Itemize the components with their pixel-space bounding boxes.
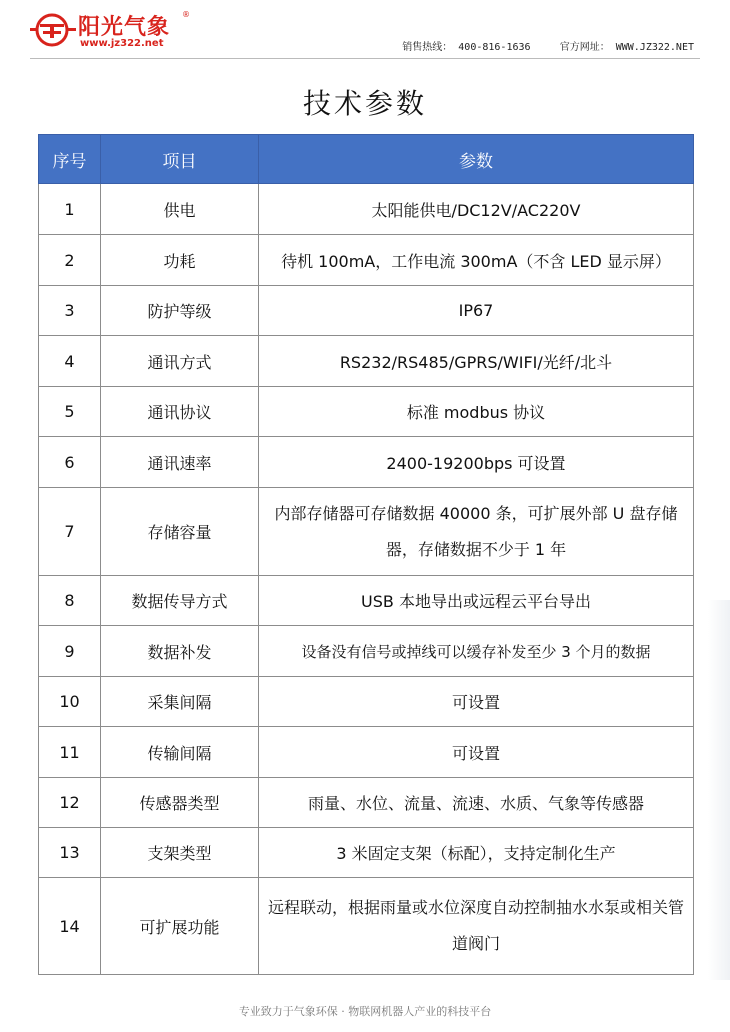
table-row	[39, 727, 694, 778]
hotline-label: 销售热线：	[402, 42, 453, 53]
header-divider	[30, 58, 700, 59]
row-param: 2400-19200bps 可设置	[259, 437, 694, 488]
row-item: 存储容量	[101, 488, 259, 576]
row-item: 可扩展功能	[101, 878, 259, 975]
row-param: 可设置	[259, 677, 694, 727]
row-param: RS232/RS485/GPRS/WIFI/光纤/北斗	[259, 336, 694, 387]
row-item: 功耗	[101, 235, 259, 286]
row-item: 传感器类型	[101, 778, 259, 828]
row-item: 防护等级	[101, 286, 259, 336]
table-header-row	[39, 135, 694, 184]
brand-name: 阳光气象	[78, 15, 171, 40]
row-number: 12	[39, 778, 101, 828]
website-url[interactable]: WWW.JZ322.NET	[615, 42, 694, 53]
row-number: 5	[39, 387, 101, 437]
spec-table	[38, 134, 694, 975]
row-item: 支架类型	[101, 828, 259, 878]
table-row	[39, 184, 694, 235]
website-label: 官方网址：	[559, 42, 610, 53]
row-number: 8	[39, 576, 101, 626]
table-row	[39, 437, 694, 488]
row-item: 采集间隔	[101, 677, 259, 727]
row-number: 4	[39, 336, 101, 387]
row-item: 通讯方式	[101, 336, 259, 387]
table-row	[39, 677, 694, 727]
table-row	[39, 778, 694, 828]
row-number: 6	[39, 437, 101, 488]
brand-url: www.jz322.net	[80, 38, 164, 49]
row-number: 3	[39, 286, 101, 336]
row-number: 13	[39, 828, 101, 878]
row-param: 标准 modbus 协议	[259, 387, 694, 437]
sun-logo-icon	[30, 10, 76, 50]
row-number: 1	[39, 184, 101, 235]
brand-logo	[30, 8, 230, 54]
table-row	[39, 235, 694, 286]
table-row	[39, 626, 694, 677]
col-header-no: 序号	[39, 135, 101, 184]
row-item: 通讯协议	[101, 387, 259, 437]
row-param: 设备没有信号或掉线可以缓存补发至少 3 个月的数据	[259, 626, 694, 677]
row-item: 通讯速率	[101, 437, 259, 488]
table-row	[39, 387, 694, 437]
row-number: 2	[39, 235, 101, 286]
row-param: 内部存储器可存储数据 40000 条，可扩展外部 U 盘存储器，存储数据不少于 1 年	[259, 488, 694, 576]
row-param: IP67	[259, 286, 694, 336]
row-number: 9	[39, 626, 101, 677]
row-param: 太阳能供电/DC12V/AC220V	[259, 184, 694, 235]
row-number: 10	[39, 677, 101, 727]
row-param: 待机 100mA，工作电流 300mA（不含 LED 显示屏）	[259, 235, 694, 286]
footer-slogan: 专业致力于气象环保 · 物联网机器人产业的科技平台	[238, 1005, 492, 1018]
row-item: 数据补发	[101, 626, 259, 677]
row-item: 传输间隔	[101, 727, 259, 778]
table-row	[39, 828, 694, 878]
table-row	[39, 878, 694, 975]
row-number: 14	[39, 878, 101, 975]
table-row	[39, 336, 694, 387]
row-param: 远程联动，根据雨量或水位深度自动控制抽水水泵或相关管道阀门	[259, 878, 694, 975]
row-param: 可设置	[259, 727, 694, 778]
registered-mark: ®	[182, 10, 190, 19]
row-param: USB 本地导出或远程云平台导出	[259, 576, 694, 626]
row-number: 11	[39, 727, 101, 778]
page-title: 技术参数	[302, 87, 427, 120]
table-row	[39, 488, 694, 576]
page-edge-shade	[708, 600, 730, 980]
table-row	[39, 286, 694, 336]
row-param: 3 米固定支架（标配），支持定制化生产	[259, 828, 694, 878]
hotline-number: 400-816-1636	[458, 42, 531, 53]
row-param: 雨量、水位、流量、流速、水质、气象等传感器	[259, 778, 694, 828]
row-item: 数据传导方式	[101, 576, 259, 626]
col-header-item: 项目	[101, 135, 259, 184]
row-item: 供电	[101, 184, 259, 235]
contact-info	[396, 38, 694, 53]
row-number: 7	[39, 488, 101, 576]
col-header-param: 参数	[259, 135, 694, 184]
table-row	[39, 576, 694, 626]
